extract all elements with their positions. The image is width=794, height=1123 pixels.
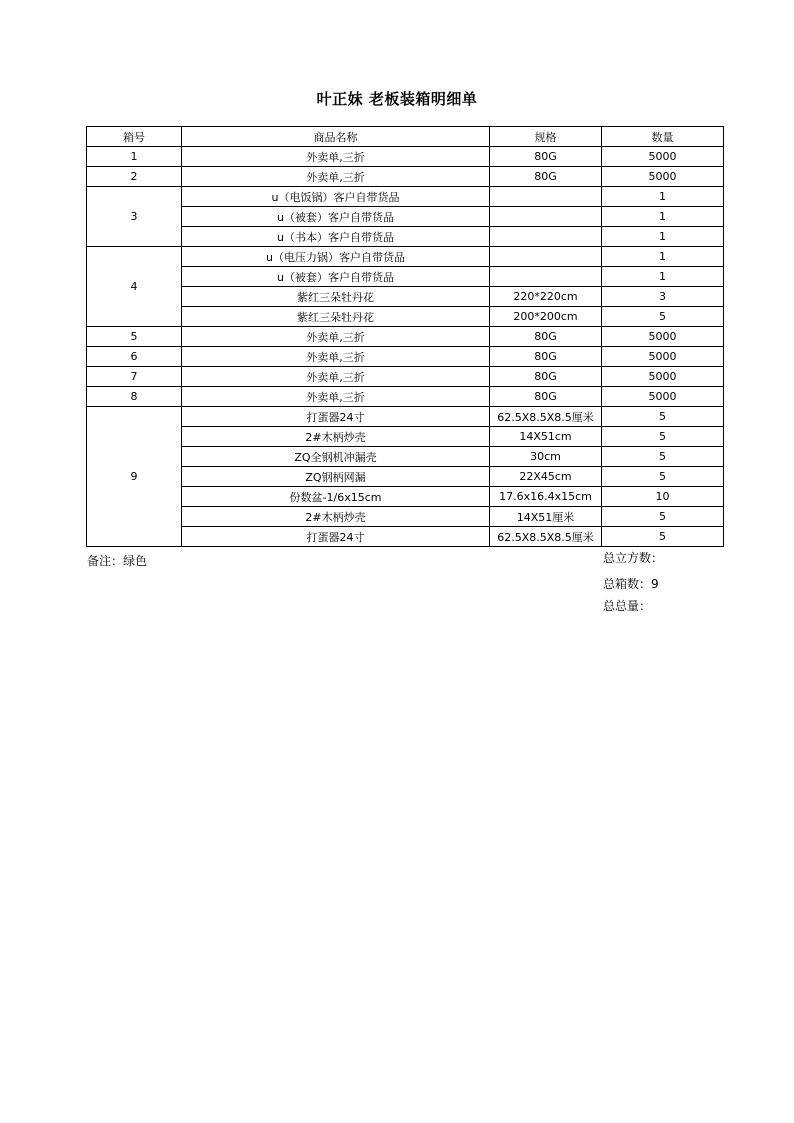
table-row xyxy=(87,447,724,467)
quantity-cell: 1 xyxy=(602,267,724,287)
product-name-cell: ZQ全钢机冲漏壳 xyxy=(182,447,490,467)
table-row xyxy=(87,307,724,327)
quantity-cell: 5 xyxy=(602,427,724,447)
column-header-spec: 规格 xyxy=(490,127,602,147)
spec-cell: 14X51cm xyxy=(490,427,602,447)
quantity-cell: 5 xyxy=(602,467,724,487)
quantity-cell: 5000 xyxy=(602,367,724,387)
product-name-cell: u（电饭锅）客户自带货品 xyxy=(182,187,490,207)
box-number-cell: 7 xyxy=(87,367,182,387)
table-row xyxy=(87,487,724,507)
spec-cell: 62.5X8.5X8.5厘米 xyxy=(490,527,602,547)
product-name-cell: u（被套）客户自带货品 xyxy=(182,207,490,227)
box-number-cell: 5 xyxy=(87,327,182,347)
quantity-cell: 5000 xyxy=(602,387,724,407)
table-row xyxy=(87,507,724,527)
product-name-cell: 份数盆-1/6x15cm xyxy=(182,487,490,507)
spec-cell: 200*200cm xyxy=(490,307,602,327)
table-body xyxy=(87,147,724,547)
box-number-cell: 1 xyxy=(87,147,182,167)
table-header-row xyxy=(87,127,724,147)
product-name-cell: 外卖单,三折 xyxy=(182,167,490,187)
product-name-cell: 2#木柄炒壳 xyxy=(182,507,490,527)
quantity-cell: 10 xyxy=(602,487,724,507)
spec-cell: 62.5X8.5X8.5厘米 xyxy=(490,407,602,427)
box-number-cell: 3 xyxy=(87,187,182,247)
spec-cell: 17.6x16.4x15cm xyxy=(490,487,602,507)
table-row xyxy=(87,147,724,167)
remark-note: 备注：绿色 xyxy=(87,554,148,568)
product-name-cell: u（被套）客户自带货品 xyxy=(182,267,490,287)
box-number-cell: 6 xyxy=(87,347,182,367)
table-row xyxy=(87,467,724,487)
product-name-cell: 紫红三朵牡丹花 xyxy=(182,307,490,327)
product-name-cell: 外卖单,三折 xyxy=(182,387,490,407)
product-name-cell: 打蛋器24寸 xyxy=(182,407,490,427)
quantity-cell: 5000 xyxy=(602,327,724,347)
product-name-cell: u（书本）客户自带货品 xyxy=(182,227,490,247)
product-name-cell: 2#木柄炒壳 xyxy=(182,427,490,447)
table-row xyxy=(87,207,724,227)
quantity-cell: 5 xyxy=(602,407,724,427)
quantity-cell: 5 xyxy=(602,307,724,327)
table-row xyxy=(87,227,724,247)
table-row xyxy=(87,167,724,187)
table-row xyxy=(87,327,724,347)
quantity-cell: 1 xyxy=(602,207,724,227)
quantity-cell: 1 xyxy=(602,247,724,267)
table-row xyxy=(87,387,724,407)
spec-cell: 80G xyxy=(490,147,602,167)
spec-cell xyxy=(490,227,602,247)
quantity-cell: 1 xyxy=(602,187,724,207)
product-name-cell: 外卖单,三折 xyxy=(182,147,490,167)
summary-total-volume: 总立方数： xyxy=(603,551,664,565)
box-number-cell: 8 xyxy=(87,387,182,407)
summary-total-boxes: 总箱数：9 xyxy=(603,577,659,591)
spec-cell: 80G xyxy=(490,327,602,347)
table-row xyxy=(87,427,724,447)
quantity-cell: 5 xyxy=(602,447,724,467)
product-name-cell: 外卖单,三折 xyxy=(182,327,490,347)
spec-cell: 22X45cm xyxy=(490,467,602,487)
spec-cell xyxy=(490,267,602,287)
table-row xyxy=(87,267,724,287)
table-row xyxy=(87,247,724,267)
page-title: 叶正妹 老板装箱明细单 xyxy=(316,90,478,108)
column-header-box-no: 箱号 xyxy=(87,127,182,147)
column-header-quantity: 数量 xyxy=(602,127,724,147)
table-row xyxy=(87,187,724,207)
quantity-cell: 5000 xyxy=(602,167,724,187)
spec-cell: 80G xyxy=(490,347,602,367)
spec-cell: 80G xyxy=(490,387,602,407)
spec-cell: 80G xyxy=(490,167,602,187)
spec-cell: 220*220cm xyxy=(490,287,602,307)
product-name-cell: 外卖单,三折 xyxy=(182,347,490,367)
product-name-cell: 紫红三朵牡丹花 xyxy=(182,287,490,307)
product-name-cell: 外卖单,三折 xyxy=(182,367,490,387)
spec-cell xyxy=(490,207,602,227)
column-header-product-name: 商品名称 xyxy=(182,127,490,147)
spec-cell: 30cm xyxy=(490,447,602,467)
table-row xyxy=(87,367,724,387)
table-row xyxy=(87,287,724,307)
table-row xyxy=(87,527,724,547)
spec-cell: 80G xyxy=(490,367,602,387)
box-number-cell: 2 xyxy=(87,167,182,187)
quantity-cell: 5 xyxy=(602,507,724,527)
table-row xyxy=(87,407,724,427)
packing-table xyxy=(86,126,724,547)
quantity-cell: 1 xyxy=(602,227,724,247)
quantity-cell: 5 xyxy=(602,527,724,547)
box-number-cell: 9 xyxy=(87,407,182,547)
table-row xyxy=(87,347,724,367)
product-name-cell: u（电压力锅）客户自带货品 xyxy=(182,247,490,267)
quantity-cell: 5000 xyxy=(602,347,724,367)
spec-cell xyxy=(490,187,602,207)
quantity-cell: 3 xyxy=(602,287,724,307)
product-name-cell: 打蛋器24寸 xyxy=(182,527,490,547)
box-number-cell: 4 xyxy=(87,247,182,327)
spec-cell xyxy=(490,247,602,267)
quantity-cell: 5000 xyxy=(602,147,724,167)
summary-total-weight: 总总量： xyxy=(603,599,652,613)
spec-cell: 14X51厘米 xyxy=(490,507,602,527)
product-name-cell: ZQ钢柄网漏 xyxy=(182,467,490,487)
